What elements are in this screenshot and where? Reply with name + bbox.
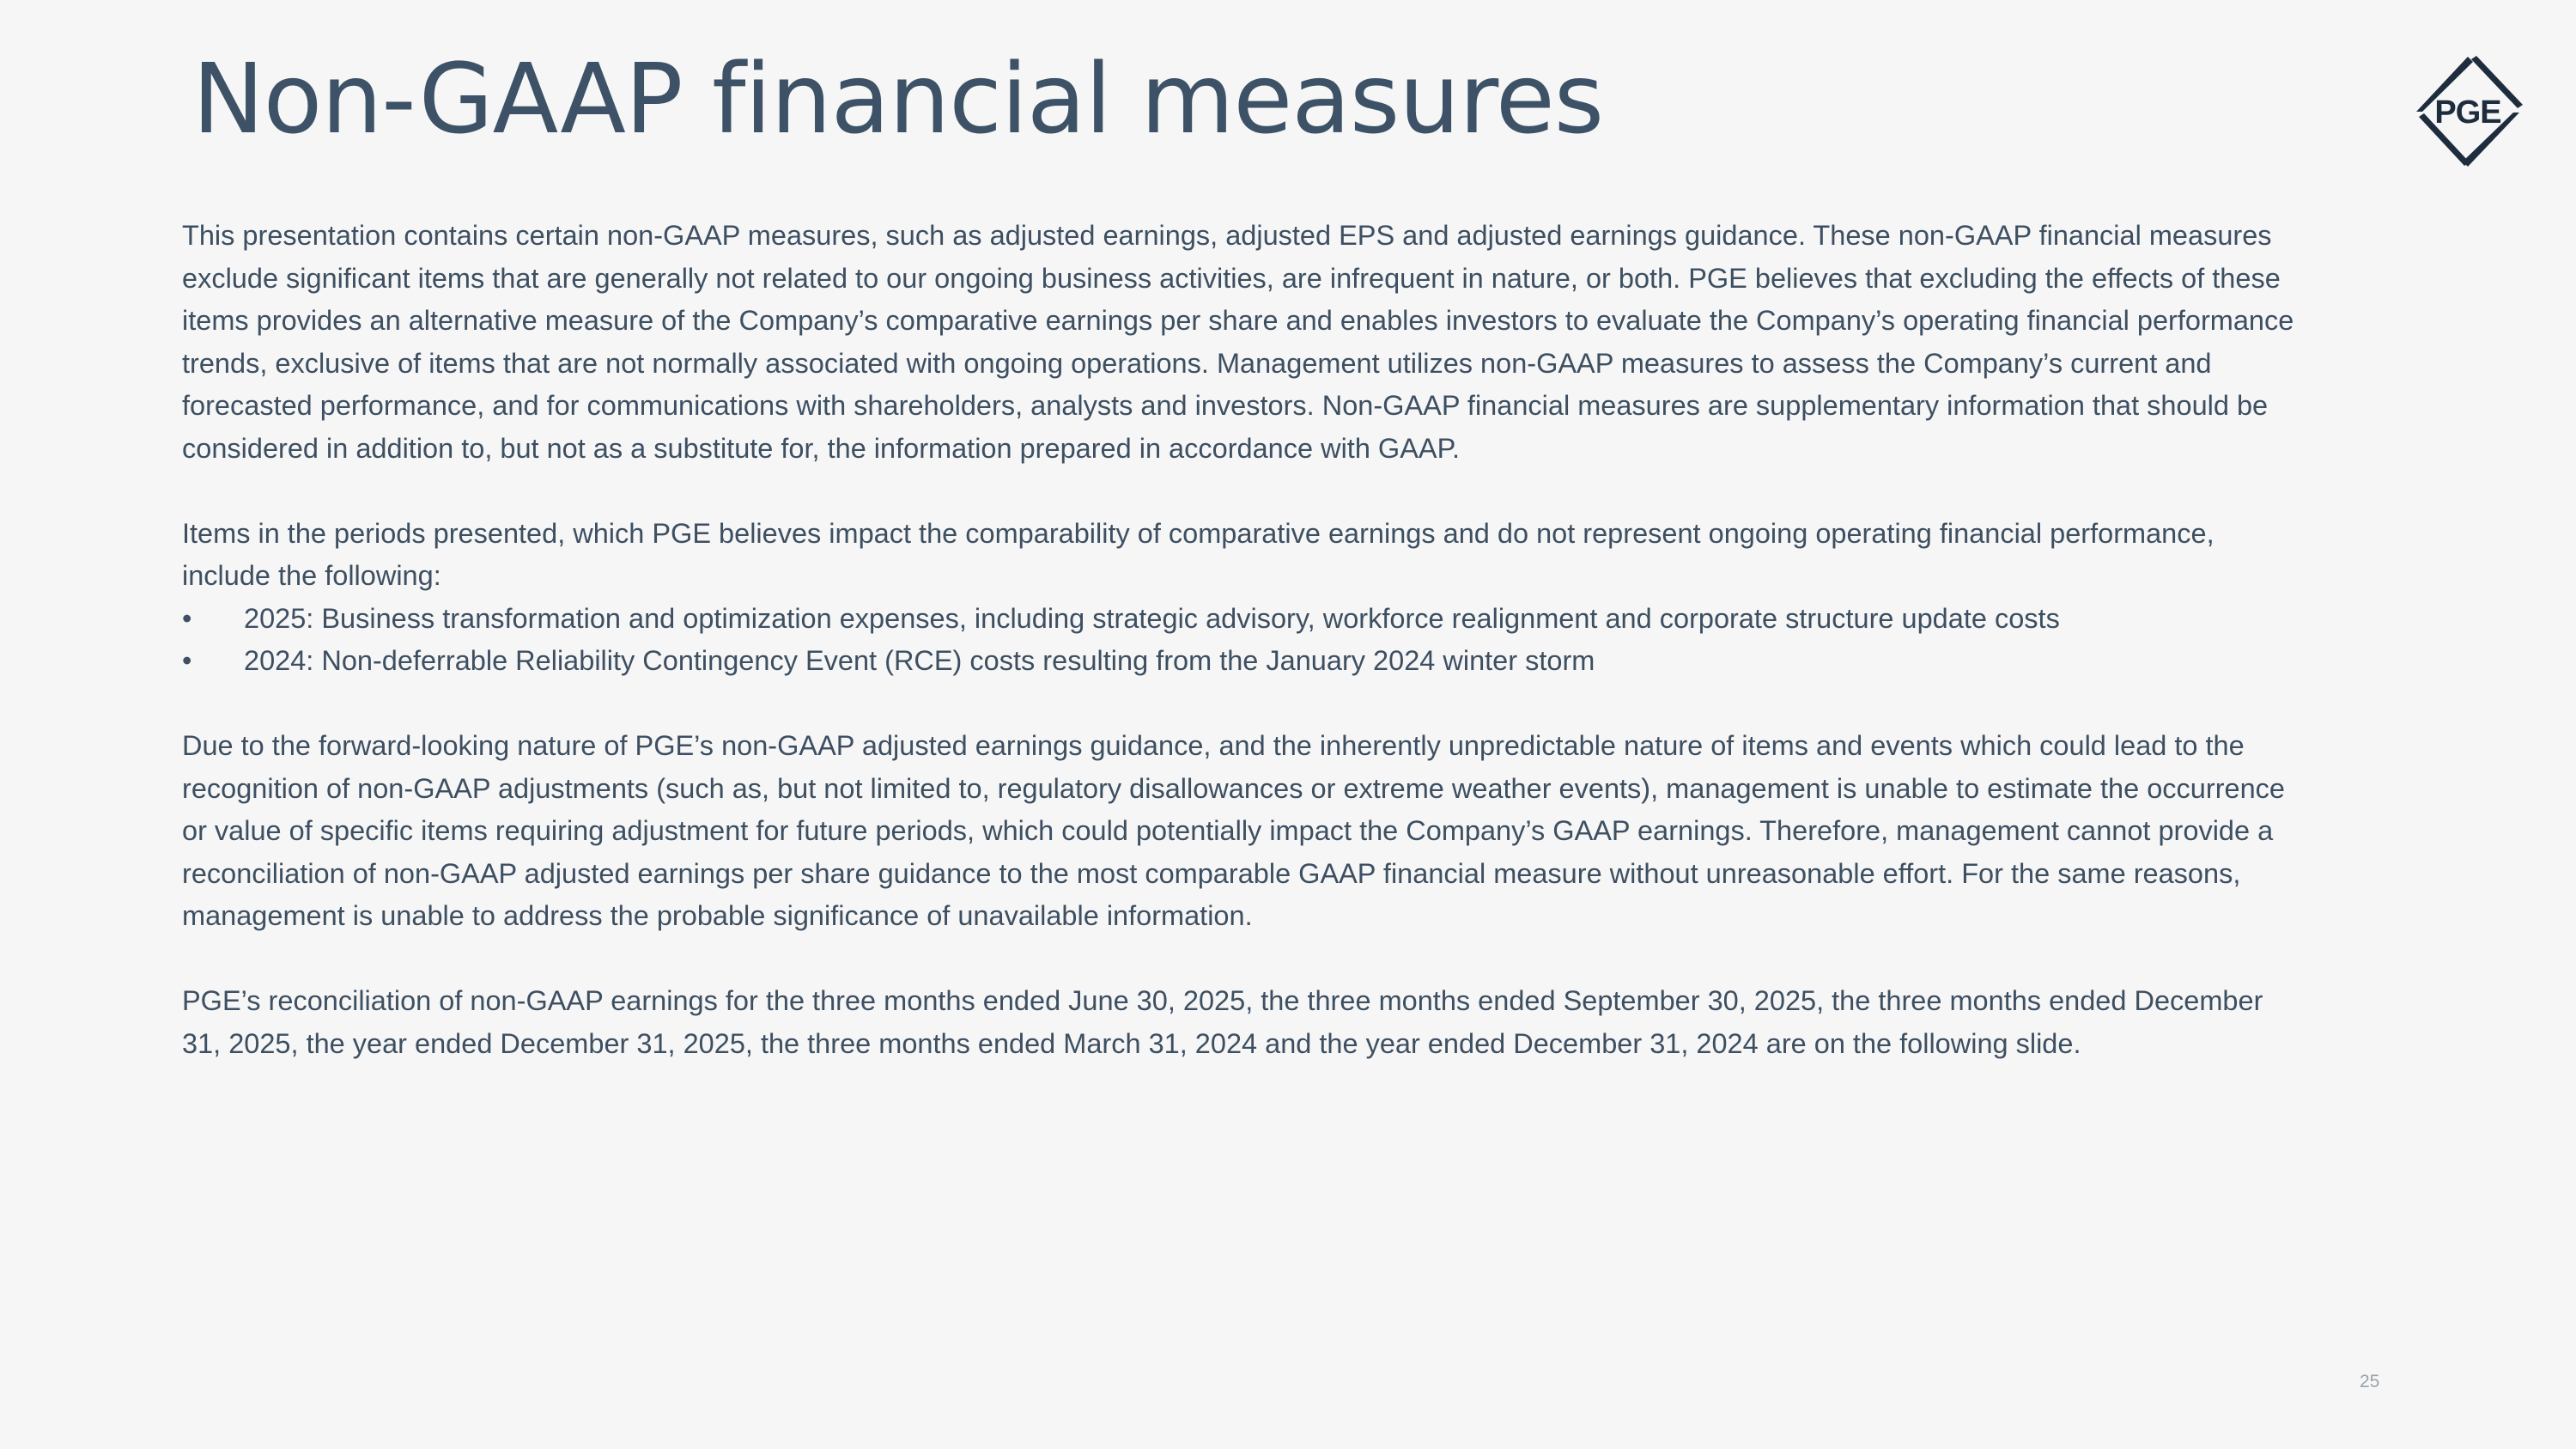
list-item-text: 2024: Non-deferrable Reliability Contingency Event (RCE) costs resulting from the January 2024 winter storm	[244, 645, 1595, 676]
bullet-dot: •	[182, 602, 192, 634]
items-list	[182, 598, 2303, 683]
logo-text: PGE	[2434, 94, 2501, 131]
reconciliation-paragraph: PGE’s reconciliation of non-GAAP earnings for the three months ended June 30, 2025, the three months ended September 30, 2025, the three months ended December 31, 2025, the year ended December 31, 2025, the three months ended March 31, 2024 and the year ended December 31, 2024 are on the following slide.	[182, 985, 2263, 1059]
list-item-text: 2025: Business transformation and optimization expenses, including strategic advisory, workforce realignment and corporate structure update costs	[244, 602, 2060, 634]
slide-body	[182, 215, 2303, 1108]
pge-logo	[2411, 55, 2524, 168]
slide-title: Non-GAAP financial measures	[192, 44, 1604, 155]
bullet-dot: •	[182, 645, 192, 676]
page-number: 25	[2360, 1372, 2380, 1391]
items-section	[182, 513, 2303, 683]
items-intro: Items in the periods presented, which PGE believes impact the comparability of comparative earnings and do not represent ongoing operating financial performance, include the following:	[182, 517, 2215, 591]
pge-logo-icon	[2411, 55, 2524, 168]
list-item	[182, 598, 2303, 641]
list-item	[182, 640, 2303, 683]
intro-paragraph: This presentation contains certain non-GAAP measures, such as adjusted earnings, adjusted EPS and adjusted earnings guidance. These non-GAAP financial measures exclude significant items that are generally not related to our ongoing business activities, are infrequent in nature, or both. PGE believes that excluding the effects of these items provides an alternative measure of the Company’s comparative earnings per share and enables investors to evaluate the Company’s operating financial performance trends, exclusive of items that are not normally associated with ongoing operations. Management utilizes non-GAAP measures to assess the Company’s current and forecasted performance, and for communications with shareholders, analysts and investors. Non-GAAP financial measures are supplementary information that should be considered in addition to, but not as a substitute for, the information prepared in accordance with GAAP.	[182, 220, 2294, 464]
guidance-paragraph: Due to the forward-looking nature of PGE’s non-GAAP adjusted earnings guidance, and the inherently unpredictable nature of items and events which could lead to the recognition of non-GAAP adjustments (such as, but not limited to, regulatory disallowances or extreme weather events), management is unable to estimate the occurrence or value of specific items requiring adjustment for future periods, which could potentially impact the Company’s GAAP earnings. Therefore, management cannot provide a reconciliation of non-GAAP adjusted earnings per share guidance to the most comparable GAAP financial measure without unreasonable effort. For the same reasons, management is unable to address the probable significance of unavailable information.	[182, 730, 2286, 931]
